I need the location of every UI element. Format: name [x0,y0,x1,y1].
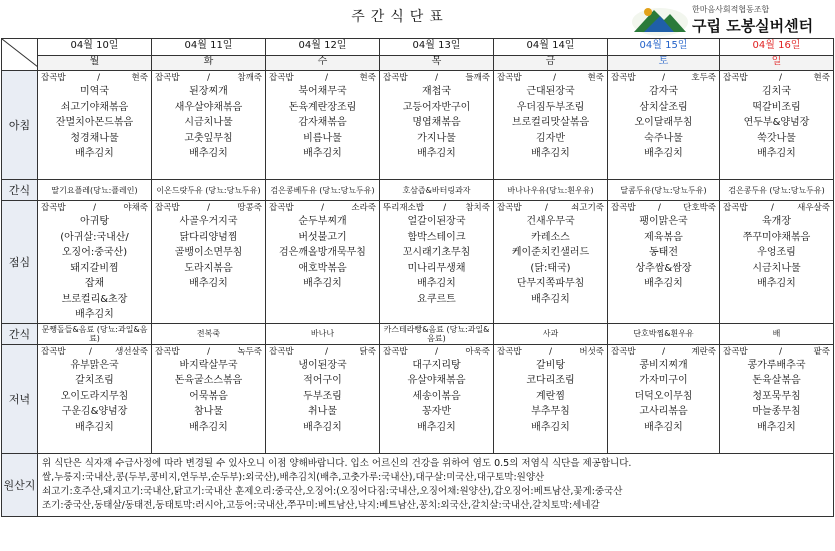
menu-item: 갈치조림 [75,375,114,386]
porridge-label: 쇠고기죽 [571,203,604,213]
menu-item: 카레소스 [531,231,570,243]
rice-porridge-line [38,71,151,84]
menu-item: 배추김치 [303,421,342,433]
menu-item: 명엽채볶음 [412,117,461,128]
menu-item: 숙주나물 [644,132,683,144]
menu-item: 동태전 [649,247,678,258]
lunch-cell [152,201,266,324]
slash-divider: / [93,203,96,213]
porridge-label: 현죽 [131,73,148,83]
dinner-cell [266,344,380,453]
note-line: 조기:중국산,동태살/동태전,동태토막:러시아,고등어:국내산,쭈꾸미:베트남산,낙지:베트남산,꽁치:외국산,갈치살:국내산,갈치토막:세네갈 [42,499,600,511]
menu-item: 배추김치 [75,148,114,159]
menu-item: 비름나물 [303,132,342,144]
menu-item: 배추김치 [303,278,342,289]
menu-item: 배추김치 [303,148,342,159]
date-cell: 04월 15일 [608,39,720,56]
rice-porridge-line [494,71,607,84]
menu-item: (닭:태국) [530,262,571,274]
snack-cell: 검은콩베두유 (당뇨:당뇨두유) [266,180,380,201]
menu-item: 가자미구이 [639,375,688,386]
rice-porridge-line [608,345,719,358]
rice-porridge-line [266,345,379,358]
slash-divider: / [321,203,324,213]
menu-item: 배추김치 [531,148,570,159]
rice-label: 잡곡밥 [41,73,66,83]
lunch-cell [494,201,608,324]
date-cell: 04월 14일 [494,39,608,56]
note-line: 쌀,누룽지:국내산,콩(두부,콩비지,연두부,순두부):외국산),배추김치(배추,고춧가루:국내산),대구살:미국산,대구토막:원양산 [42,471,545,483]
snack-cell: 카스테라빵&음료 (당뇨:과일&음료) [380,323,494,344]
menu-item: 배추김치 [189,278,228,289]
porridge-label: 단호박죽 [683,203,716,213]
rice-label: 잡곡밥 [723,203,748,213]
menu-item: 닭다리양념찜 [179,231,238,243]
origin-notes [38,453,834,516]
menu-item: 어묵볶음 [189,390,228,402]
note-row [2,453,834,516]
slash-divider: / [88,346,92,357]
slash-divider: / [553,73,557,83]
lunch-cell [380,201,494,324]
rice-porridge-line [720,201,833,214]
menu-item: 배추김치 [417,148,456,159]
menu-item: 돈육계란장조림 [288,101,357,113]
menu-item: 꼬시래기초무침 [402,247,471,258]
menu-item: 유부맑은국 [70,359,119,371]
menu-item: 청포묵무침 [752,390,801,402]
slash-divider: / [657,203,661,213]
rice-porridge-line [266,201,379,214]
slash-divider: / [770,203,774,213]
menu-item: 쇠고기야채볶음 [60,101,129,113]
menu-item: 미나리무생채 [407,262,466,274]
breakfast-cell [380,71,494,180]
menu-item: 청경채나물 [70,132,119,144]
menu-item: 갈비탕 [536,359,565,371]
rice-label: 잡곡밥 [155,203,180,213]
weekly-menu-table [1,38,834,517]
snack-cell: 호삼즙&바터링과자 [380,180,494,201]
snack-cell: 문쨍돌들&음료 (당뇨:과일&음료) [38,323,152,344]
menu-item: 배추김치 [757,421,796,433]
rice-label: 잡곡밥 [611,346,636,357]
slash-divider: / [325,73,329,83]
menu-item: 감자국 [649,86,678,97]
date-cell: 04월 13일 [380,39,494,56]
slash-divider: / [443,203,447,213]
rice-label: 잡곡밥 [269,73,294,83]
menu-item: 김자반 [536,132,565,144]
breakfast-cell [494,71,608,180]
rice-porridge-line [38,201,151,214]
menu-item: 연두부&양념장 [743,117,810,128]
menu-item: 미역국 [80,86,109,97]
snack-cell: 딸기요플레(당뇨:플레인) [38,180,152,201]
rice-porridge-line [152,71,265,84]
weekday-cell: 일 [720,56,834,71]
menu-item: 얼갈이된장국 [407,216,466,227]
slash-divider: / [544,203,548,213]
breakfast-cell [152,71,266,180]
menu-item: 배추김치 [417,421,456,433]
rice-label: 잡곡밥 [155,73,180,83]
menu-item: 사골우거지국 [179,216,238,227]
weekday-cell: 화 [152,56,266,71]
dinner-row [2,344,834,453]
snack1-row [2,180,834,201]
menu-item: 코다리조림 [526,375,575,386]
menu-item: 김치국 [762,86,791,97]
menu-item: 육개장 [762,216,791,227]
menu-item: 배추김치 [644,148,683,159]
dinner-cell [608,344,720,453]
menu-item: 배추김치 [531,293,570,305]
rice-porridge-line [152,201,265,214]
organization-name: 한마음사회적협동조합 [692,5,770,14]
porridge-label: 들깨죽 [465,73,490,83]
menu-item: 애호박볶음 [298,262,347,274]
menu-item: 배추김치 [189,148,228,159]
slash-divider: / [207,73,210,83]
lunch-label: 점심 [2,201,38,324]
porridge-label: 현죽 [587,73,604,83]
slash-divider: / [207,203,210,213]
menu-item: 새우살야채볶음 [174,101,243,113]
center-name: 구립 도봉실버센터 [692,17,814,35]
rice-porridge-line [608,201,719,214]
menu-item: 콩가루배추국 [747,359,806,371]
rice-porridge-line [494,345,607,358]
note-line: 쇠고기:호주산,돼지고기:국내산,닭고기:국내산 훈제오리:중국산,오징어:(오징어다짐:국내산,오징어채:원양산),갑오징어:베트남산,꽃게:중국산 [42,485,623,497]
snack-cell: 검은콩두유 (당뇨:당뇨두유) [720,180,834,201]
menu-item: 콩비지찌개 [639,359,688,371]
rice-porridge-line [494,201,607,214]
menu-item: 쑥갓나물 [757,132,796,144]
porridge-label: 참치죽 [465,203,490,213]
snack-label: 간식 [2,323,38,344]
menu-item: 브로컬리&초장 [61,293,128,305]
slash-divider: / [549,346,552,357]
slash-divider: / [325,346,329,357]
rice-label: 잡곡밥 [723,346,748,357]
porridge-label: 버섯죽 [579,346,604,357]
menu-item: 꽁자반 [422,406,451,417]
weekday-row [2,56,834,71]
porridge-label: 아욱죽 [465,346,490,357]
menu-item: 배추김치 [757,278,796,289]
snack-cell: 달콤두유(당뇨:당뇨두유) [608,180,720,201]
menu-item: 함박스테이크 [407,231,466,243]
porridge-label: 현죽 [813,73,830,83]
rice-label: 잡곡밥 [611,73,636,83]
rice-porridge-line [720,71,833,84]
porridge-label: 녹두죽 [237,346,262,357]
snack-label: 간식 [2,180,38,201]
date-cell: 04월 11일 [152,39,266,56]
weekday-cell: 월 [38,56,152,71]
menu-item: 대구지리탕 [412,359,461,371]
snack-cell: 전복죽 [152,323,266,344]
menu-item: 떡갈비조림 [752,101,801,113]
lunch-cell [38,201,152,324]
rice-label: 잡곡밥 [383,346,408,357]
rice-label: 잡곡밥 [497,203,522,213]
menu-item: 단무지쪽파무침 [516,278,585,289]
breakfast-label: 아침 [2,71,38,180]
date-cell: 04월 16일 [720,39,834,56]
menu-item: 고사리볶음 [639,406,688,417]
rice-label: 잡곡밥 [269,203,294,213]
slash-divider: / [779,73,783,83]
porridge-label: 땅콩죽 [237,203,262,213]
menu-item: 골뱅이소면무침 [174,247,243,258]
menu-item: 요쿠르트 [417,293,456,305]
date-cell: 04월 10일 [38,39,152,56]
snack-cell: 바나나우유(당뇨:흰우유) [494,180,608,201]
diagonal-line [2,39,38,67]
menu-item: 검은깨올방개묵무침 [279,247,366,258]
menu-item: 적어구이 [303,375,342,386]
porridge-label: 닭죽 [359,346,376,357]
porridge-label: 현죽 [359,73,376,83]
menu-item: 북어채무국 [298,86,347,97]
menu-item: 쭈꾸미야채볶음 [742,231,811,243]
menu-item: 우더짐두부조림 [516,101,585,113]
logo [630,2,830,36]
menu-item: 시금치나물 [184,117,233,128]
porridge-label: 참깨죽 [237,73,262,83]
date-row [2,39,834,56]
menu-item: 더덕오이무침 [634,390,693,402]
rice-porridge-line [38,345,151,358]
porridge-label: 계란죽 [691,346,716,357]
rice-label: 잡곡밥 [269,346,294,357]
menu-item: 오징어:중국산) [61,247,128,258]
slash-divider: / [779,346,783,357]
menu-item: 계란찜 [536,390,565,402]
porridge-label: 야채죽 [123,203,148,213]
rice-label: 잡곡밥 [155,346,180,357]
dinner-label: 저녁 [2,344,38,453]
lunch-cell [608,201,720,324]
rice-porridge-line [266,71,379,84]
dinner-cell [38,344,152,453]
snack-cell: 단호박찜&흰우유 [608,323,720,344]
menu-item: 배추김치 [75,309,114,320]
menu-item: 취나물 [308,406,337,417]
rice-porridge-line [380,71,493,84]
menu-item: 세송이볶음 [412,390,461,402]
porridge-label: 팥죽 [813,346,830,357]
menu-item: 바지락살무국 [179,359,238,371]
menu-item: 팽이맑은국 [639,216,688,227]
snack-cell: 바나나 [266,323,380,344]
menu-item: 두부조림 [303,390,342,402]
menu-item: 가지나물 [417,132,456,144]
menu-item: 돈육살볶음 [752,375,801,386]
weekday-cell: 토 [608,56,720,71]
porridge-label: 생선살죽 [115,346,148,357]
rice-label: 잡곡밥 [497,346,522,357]
menu-item: 버섯불고기 [298,231,347,243]
menu-item: 근대된장국 [526,86,575,97]
menu-item: 배추김치 [75,421,114,433]
rice-porridge-line [380,201,493,214]
lunch-row [2,201,834,324]
menu-item: 재첩국 [422,86,451,97]
mountain-logo-icon [630,2,690,36]
lunch-cell [720,201,834,324]
breakfast-cell [38,71,152,180]
menu-item: 오이도라지무침 [60,390,129,402]
weekday-cell: 수 [266,56,380,71]
rice-label: 잡곡밥 [41,346,66,357]
menu-item: (아귀살:국내산/ [60,231,129,243]
menu-item: 배추김치 [644,421,683,433]
snack-cell: 이온드랏두유 (당뇨:당뇨두유) [152,180,266,201]
menu-item: 오이달래무침 [634,117,693,128]
rice-label: 잡곡밥 [41,203,66,213]
menu-item: 케이준치킨샐러드 [511,247,590,258]
menu-item: 냉이된장국 [298,359,347,371]
corner-cell [2,39,38,71]
menu-item: 부추무침 [531,406,570,417]
menu-item: 배추김치 [417,278,456,289]
slash-divider: / [435,73,438,83]
menu-item: 마늘종무침 [752,406,801,417]
menu-item: 상추쌈&쌈장 [635,262,692,274]
dinner-cell [720,344,834,453]
rice-porridge-line [380,345,493,358]
dinner-cell [152,344,266,453]
porridge-label: 소라죽 [351,203,376,213]
menu-item: 순두부찌개 [298,216,347,227]
snack-cell: 사과 [494,323,608,344]
menu-item: 배추김치 [644,278,683,289]
menu-item: 브로컬리맛살볶음 [511,117,590,128]
snack2-row [2,323,834,344]
slash-divider: / [662,346,665,357]
menu-item: 된장찌개 [189,86,228,97]
lunch-cell [266,201,380,324]
menu-item: 고등어자반구이 [402,101,471,113]
weekday-cell: 금 [494,56,608,71]
menu-item: 배추김치 [757,148,796,159]
menu-item: 잔멸치아몬드볶음 [55,117,134,128]
menu-item: 삼치살조림 [639,101,688,113]
menu-item: 배추김치 [189,421,228,433]
origin-label: 원산지 [2,453,38,516]
menu-item: 감자채볶음 [298,117,347,128]
rice-label: 뚜리재소밥 [383,203,425,213]
menu-item: 잡채 [84,278,105,289]
menu-item: 배추김치 [531,421,570,433]
menu-item: 참나물 [194,406,223,417]
porridge-label: 새우살죽 [797,203,830,213]
breakfast-cell [266,71,380,180]
rice-porridge-line [608,71,719,84]
menu-item: 구운김&양념장 [61,406,128,417]
rice-porridge-line [720,345,833,358]
title-bar [0,0,835,38]
dinner-cell [494,344,608,453]
menu-item: 돼지갈비찜 [70,262,119,274]
slash-divider: / [435,346,438,357]
note-line: 위 식단은 식자재 수급사정에 따라 변경될 수 있사오니 이점 양해바랍니다. 입소 어르신의 건강을 위하여 염도 0.5의 저염식 식단을 제공합니다. [42,457,632,469]
date-cell: 04월 12일 [266,39,380,56]
dinner-cell [380,344,494,453]
rice-label: 잡곡밥 [611,203,636,213]
breakfast-cell [720,71,834,180]
document-title: 주간식단표 [351,9,449,25]
porridge-label: 호두죽 [691,73,716,83]
breakfast-cell [608,71,720,180]
menu-item: 돈육굴소스볶음 [174,375,243,386]
snack-cell: 배 [720,323,834,344]
menu-item: 고춧잎무침 [184,132,233,144]
menu-item: 건새우무국 [526,216,575,227]
slash-divider: / [207,346,210,357]
menu-item: 우엉조림 [757,247,796,258]
menu-item: 아귀탕 [80,216,109,227]
menu-item: 도라지볶음 [184,262,233,274]
weekday-cell: 목 [380,56,494,71]
slash-divider: / [662,73,665,83]
menu-item: 제육볶음 [644,231,683,243]
rice-label: 잡곡밥 [383,73,408,83]
rice-label: 잡곡밥 [497,73,522,83]
menu-item: 시금치나물 [752,262,801,274]
slash-divider: / [97,73,101,83]
rice-label: 잡곡밥 [723,73,748,83]
menu-item: 유살야채볶음 [407,375,466,386]
breakfast-row [2,71,834,180]
rice-porridge-line [152,345,265,358]
